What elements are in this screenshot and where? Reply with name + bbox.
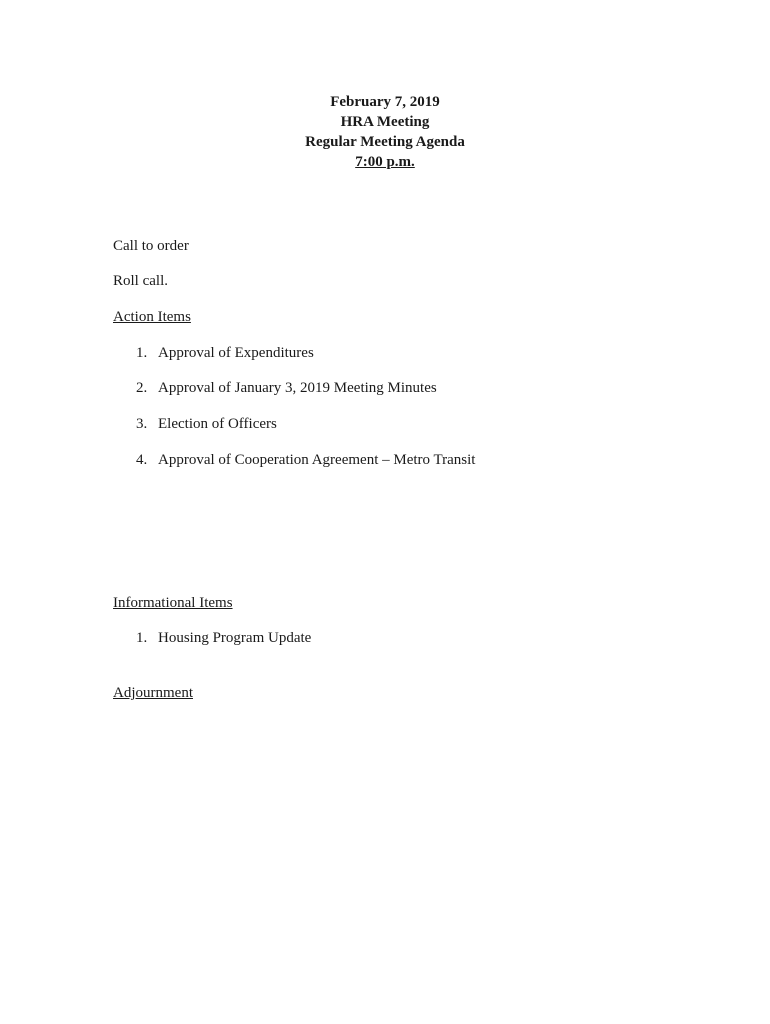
action-item-1	[136, 343, 314, 363]
agenda-header	[0, 92, 770, 172]
adjournment: Adjournment	[113, 685, 193, 701]
meeting-date: February 7, 2019	[330, 94, 440, 110]
action-item-text: Approval of January 3, 2019 Meeting Minutes	[158, 380, 437, 396]
informational-items-title: Informational Items	[113, 595, 233, 611]
action-item-text: Election of Officers	[158, 416, 277, 432]
action-item-3	[136, 414, 277, 434]
informational-item-number: 1.	[136, 630, 148, 646]
action-item-number: 4.	[136, 452, 148, 468]
call-to-order: Call to order	[113, 238, 189, 254]
action-item-2	[136, 378, 437, 398]
roll-call: Roll call.	[113, 273, 168, 289]
informational-item-text: Housing Program Update	[158, 630, 312, 646]
informational-item-1	[136, 628, 311, 648]
action-item-number: 1.	[136, 345, 148, 361]
meeting-name: HRA Meeting	[340, 114, 430, 130]
agenda-title: Regular Meeting Agenda	[305, 134, 465, 150]
action-item-number: 2.	[136, 380, 148, 396]
action-item-text: Approval of Cooperation Agreement – Metro Transit	[158, 452, 476, 468]
meeting-time: 7:00 p.m.	[355, 154, 415, 170]
action-item-4	[136, 450, 475, 470]
action-item-number: 3.	[136, 416, 148, 432]
action-item-text: Approval of Expenditures	[158, 345, 314, 361]
action-items-title: Action Items	[113, 309, 191, 325]
